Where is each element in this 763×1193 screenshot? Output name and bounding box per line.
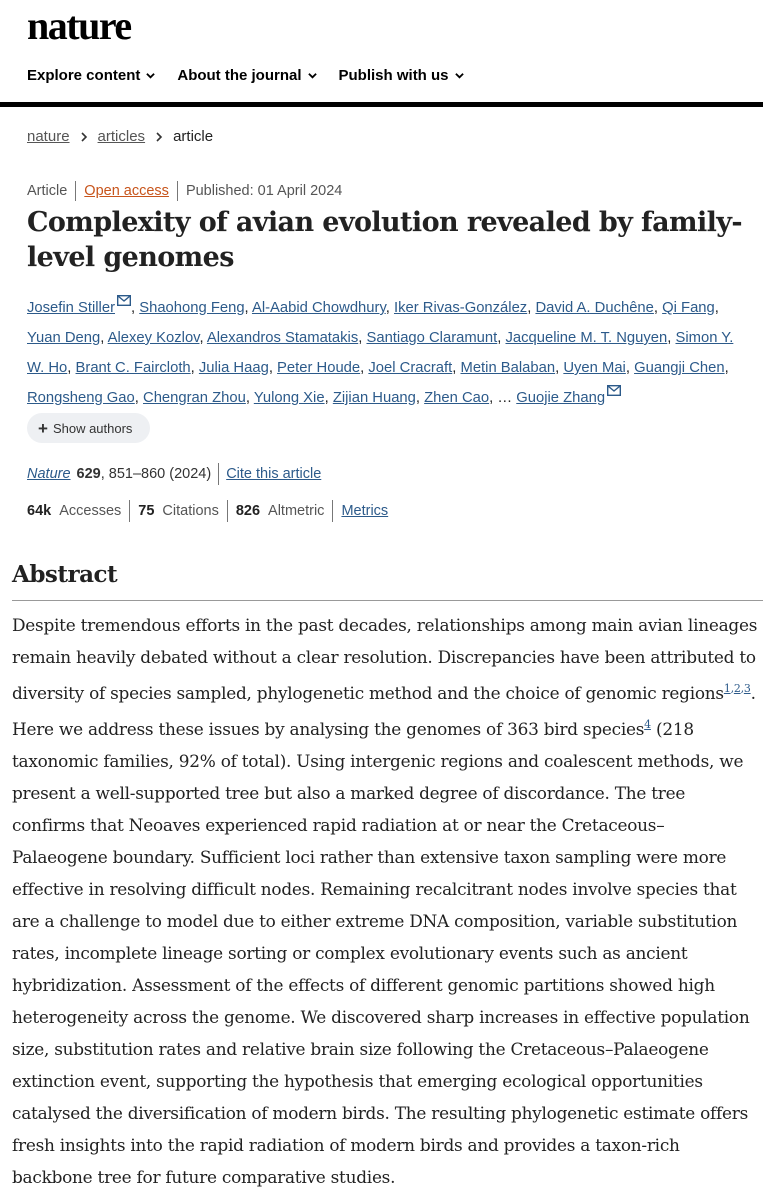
author-separator: , bbox=[324, 390, 333, 406]
author-link[interactable]: Julia Haag bbox=[198, 360, 269, 376]
meta-divider bbox=[75, 181, 76, 201]
metrics-link[interactable]: Metrics bbox=[341, 503, 389, 519]
author-separator: , bbox=[452, 360, 461, 376]
accesses-label: Accesses bbox=[59, 503, 122, 519]
chevron-down-icon bbox=[146, 71, 155, 80]
author-link[interactable]: Shaohong Feng bbox=[139, 300, 245, 316]
author-separator: , bbox=[134, 390, 144, 406]
plus-icon: + bbox=[38, 418, 48, 438]
breadcrumb-nature[interactable]: nature bbox=[27, 128, 70, 145]
nature-logo[interactable]: nature bbox=[27, 3, 131, 48]
volume: 629 bbox=[76, 466, 101, 482]
chevron-down-icon bbox=[455, 71, 464, 80]
nav-publish-with-us[interactable] bbox=[339, 67, 464, 84]
metrics-divider bbox=[332, 500, 333, 522]
author-link[interactable]: Guangji Chen bbox=[634, 360, 725, 376]
reference-link[interactable]: 4 bbox=[644, 718, 651, 731]
nav-explore-content[interactable] bbox=[27, 67, 155, 84]
breadcrumb-current: article bbox=[173, 128, 214, 145]
author-separator: , bbox=[131, 300, 140, 316]
author-link[interactable]: Alexey Kozlov bbox=[107, 330, 200, 346]
breadcrumb-articles[interactable]: articles bbox=[97, 128, 146, 145]
author-link[interactable]: Simon Y. W. Ho bbox=[27, 330, 734, 376]
author-separator: , bbox=[199, 330, 207, 346]
meta-divider bbox=[177, 181, 178, 201]
author-link[interactable]: Josefin Stiller bbox=[27, 300, 115, 316]
reference-link[interactable]: 2 bbox=[733, 682, 741, 695]
chevron-right-icon bbox=[155, 132, 163, 142]
breadcrumb bbox=[27, 128, 213, 145]
author-link[interactable]: Peter Houde bbox=[277, 360, 361, 376]
author-separator: , bbox=[724, 360, 729, 376]
abstract-divider bbox=[12, 600, 763, 601]
author-list bbox=[27, 293, 742, 413]
author-link[interactable]: Qi Fang bbox=[662, 300, 715, 316]
author-separator: , bbox=[497, 330, 506, 346]
author-separator: , bbox=[625, 360, 635, 376]
author-separator: , bbox=[555, 360, 564, 376]
show-authors-label: Show authors bbox=[52, 420, 133, 436]
article-type: Article bbox=[27, 183, 68, 199]
author-separator: , bbox=[527, 300, 536, 316]
abstract-part: (218 taxonomic families, 92% of total). Using intergenic regions and coalescent methods, we present a well-supported tree but also a marked degree of discordance. The tree confirms that Neoaves experienced rapid radiation at or near the Cretaceous–Palaeogene boundary. Sufficient loci rather than extensive taxon sampling were more effective in resolving difficult nodes. Remaining recalcitrant nodes involve species that are a challenge to model due to either extreme DNA composition, variable substitution rates, incomplete lineage sorting or complex evolutionary events such as ancient hybridization. Assessment of the effects of different genomic partitions showed high heterogeneity across the genome. We discovered sharp increases in effective population size, substitution rates and relative brain size following the Cretaceous–Palaeogene extinction event, supporting the hypothesis that emerging ecological opportunities catalysed the diversification of modern birds. The resulting phylogenetic estimate offers fresh insights into the rapid radiation of modern birds and provides a taxon-rich backbone tree for future comparative studies. bbox=[12, 719, 750, 1187]
citation-line bbox=[27, 463, 321, 485]
author-link[interactable]: Jacqueline M. T. Nguyen bbox=[505, 330, 668, 346]
chevron-right-icon bbox=[80, 132, 88, 142]
open-access-link[interactable]: Open access bbox=[84, 183, 169, 199]
author-link[interactable]: Zijian Huang bbox=[332, 390, 416, 406]
author-separator: , bbox=[190, 360, 199, 376]
citations-count: 75 bbox=[138, 503, 155, 519]
author-separator: , bbox=[245, 390, 254, 406]
author-link[interactable]: Yuan Deng bbox=[27, 330, 101, 346]
author-separator: , bbox=[653, 300, 663, 316]
author-link[interactable]: Brant C. Faircloth bbox=[75, 360, 191, 376]
author-separator: , bbox=[489, 390, 498, 406]
author-link[interactable]: Chengran Zhou bbox=[143, 390, 246, 406]
authors-ellipsis: … bbox=[497, 390, 513, 406]
author-separator: , bbox=[415, 390, 425, 406]
ref-comma: , bbox=[730, 682, 734, 695]
author-separator: , bbox=[67, 360, 76, 376]
nav-label: About the journal bbox=[177, 67, 302, 84]
author-link[interactable]: Zhen Cao bbox=[424, 390, 490, 406]
article-title: Complexity of avian evolution revealed by family-level genomes bbox=[27, 207, 742, 273]
chevron-down-icon bbox=[308, 71, 317, 80]
abstract-part: Despite tremendous efforts in the past decades, relationships among main avian lineages remain heavily debated without a clear resolution. Discrepancies have been attributed to diversity of species sampled, phylogenetic method and the choice of genomic regions bbox=[12, 615, 758, 703]
ref-comma: , bbox=[740, 682, 744, 695]
article-meta bbox=[27, 181, 342, 201]
metrics-divider bbox=[227, 500, 228, 522]
author-link[interactable]: Alexandros Stamatakis bbox=[206, 330, 359, 346]
abstract-heading: Abstract bbox=[12, 561, 118, 588]
author-separator: , bbox=[268, 360, 278, 376]
mail-icon bbox=[607, 385, 621, 396]
author-link[interactable]: Rongsheng Gao bbox=[27, 390, 135, 406]
author-link[interactable]: Iker Rivas-González bbox=[393, 300, 528, 316]
altmetric-score: 826 bbox=[235, 503, 261, 519]
show-authors-button[interactable] bbox=[27, 413, 150, 443]
header-divider bbox=[0, 102, 763, 107]
author-separator: , bbox=[100, 330, 108, 346]
citation-divider bbox=[218, 463, 219, 485]
citations-label: Citations bbox=[162, 503, 219, 519]
author-email[interactable] bbox=[605, 390, 621, 406]
author-separator: , bbox=[714, 300, 719, 316]
author-link[interactable]: Uyen Mai bbox=[563, 360, 626, 376]
reference-link[interactable]: 1 bbox=[723, 682, 731, 695]
nav-about-journal[interactable] bbox=[177, 67, 316, 84]
pages-year: , 851–860 (2024) bbox=[100, 466, 212, 482]
author-separator: , bbox=[360, 360, 369, 376]
cite-article-link[interactable]: Cite this article bbox=[226, 466, 322, 482]
accesses-count: 64k bbox=[27, 503, 52, 519]
author-link[interactable]: Joel Cracraft bbox=[368, 360, 453, 376]
author-link[interactable]: Santiago Claramunt bbox=[366, 330, 498, 346]
author-link[interactable]: David A. Duchêne bbox=[535, 300, 654, 316]
main-nav bbox=[27, 67, 486, 84]
author-separator: , bbox=[244, 300, 252, 316]
author-link[interactable]: Guojie Zhang bbox=[516, 390, 606, 406]
author-email[interactable] bbox=[115, 300, 131, 316]
author-separator: , bbox=[358, 330, 367, 346]
metrics-divider bbox=[129, 500, 130, 522]
author-separator: , bbox=[385, 300, 394, 316]
author-separator: , bbox=[667, 330, 676, 346]
reference-link[interactable]: 3 bbox=[743, 682, 751, 695]
nav-label: Explore content bbox=[27, 67, 141, 84]
published-date: Published: 01 April 2024 bbox=[185, 183, 343, 199]
altmetric-label: Altmetric bbox=[268, 503, 325, 519]
abstract-part: . Here we address these issues by analysing the genomes of 363 bird species bbox=[12, 683, 756, 739]
journal-link[interactable]: Nature bbox=[27, 466, 71, 482]
author-link[interactable]: Al-Aabid Chowdhury bbox=[251, 300, 386, 316]
metrics-bar bbox=[27, 500, 388, 522]
author-link[interactable]: Metin Balaban bbox=[460, 360, 556, 376]
author-link[interactable]: Yulong Xie bbox=[253, 390, 325, 406]
nav-label: Publish with us bbox=[338, 67, 449, 84]
mail-icon bbox=[117, 295, 131, 306]
abstract-text bbox=[12, 609, 758, 1193]
